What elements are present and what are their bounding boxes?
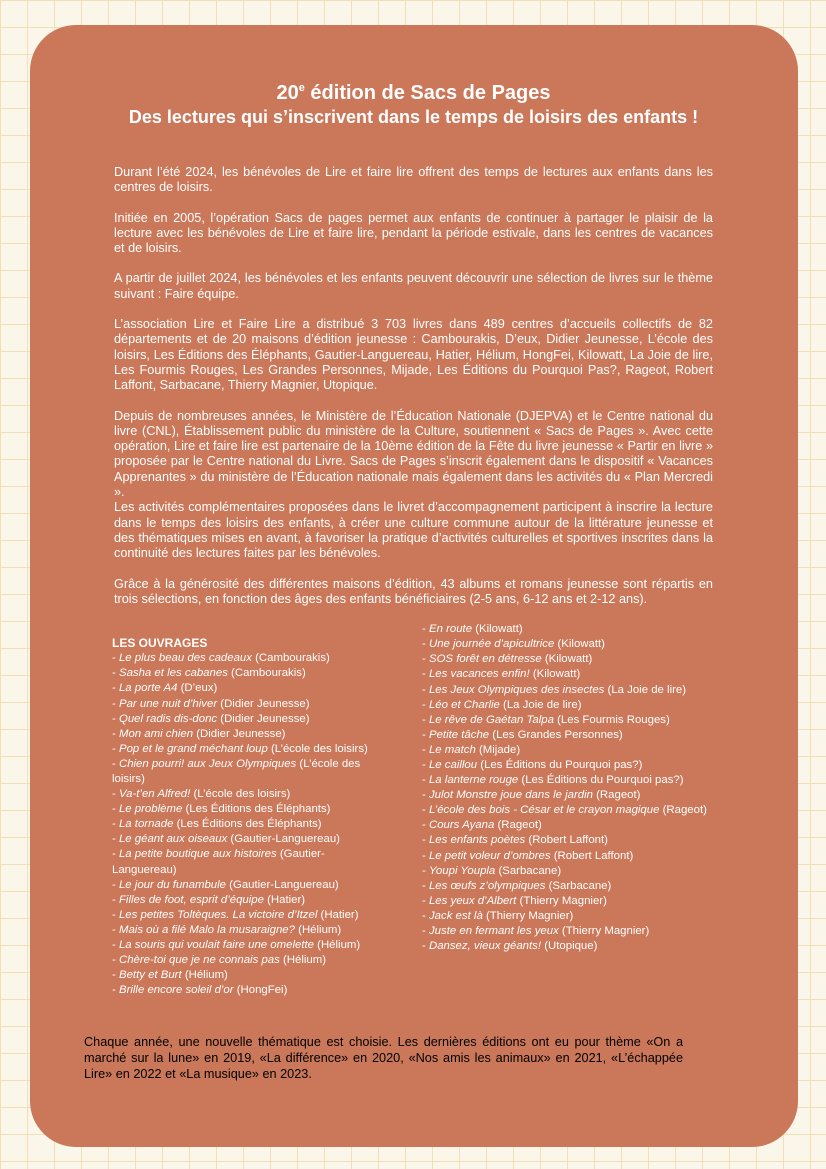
book-item: - Youpi Youpla (Sarbacane) [422, 864, 562, 877]
book-item: - En route (Kilowatt) [422, 623, 523, 636]
book-title: Petite tâche [428, 728, 490, 741]
book-item: - Va-t’en Alfred! (L’école des loisirs) [112, 788, 291, 801]
paragraph: L’association Lire et Faire Lire a distribué 3 703 livres dans 489 centres d’accueils collectifs de 82 départements et de 20 maisons d’édition jeunesse : Cambourakis, D’eux, Didier Jeunesse, L’école des loisirs, Les Éditions des Éléphants, Gautier-Languereau, Hatier, Hélium, HongFei, Kilowatt, La Joie de lire, Les Fourmis Rouges, Les Grandes Personnes, Mijade, Les Éditions du Pourquoi Pas?, Rageot, Robert Laffont, Sarbacane, Thierry Magnier, Utopique. [114, 317, 713, 393]
book-title: Léo et Charlie [428, 698, 500, 711]
book-publisher: (La Joie de lire) [499, 698, 582, 711]
book-publisher: (Les Fourmis Rouges) [553, 713, 670, 726]
book-item: - Brille encore soleil d’or (HongFei) [112, 984, 288, 997]
page-subtitle: Des lectures qui s’inscrivent dans le temps de loisirs des enfants ! [128, 107, 699, 127]
book-item: - Le caillou (Les Éditions du Pourquoi pas?) [422, 758, 643, 771]
book-title: Le petit voleur d’ombres [428, 849, 551, 862]
book-item: - SOS forêt en détresse (Kilowatt) [422, 653, 593, 666]
book-publisher: (Didier Jeunesse) [217, 712, 310, 725]
book-title: Le géant aux oiseaux [118, 833, 228, 846]
book-title: Le jour du funambule [118, 878, 226, 891]
book-title: La souris qui voulait faire une omelette [118, 939, 314, 951]
book-title: Filles de foot, esprit d’équipe [118, 893, 264, 906]
book-publisher: (Cambourakis) [251, 652, 330, 665]
closing-text: Chaque année, une nouvelle thématique est choisie. Les dernières éditions ont eu pour thème «On a marché sur la lune» en 2019, «La différence» en 2020, «Nos amis les animaux» en 2021, «L’échappée Lire» en 2022 et «La musique» en 2023. [84, 1035, 683, 1081]
book-publisher: (Hélium) [279, 954, 327, 967]
book-title: Mais où a filé Malo la musaraigne? [118, 923, 295, 936]
book-item: - Le problème (Les Éditions des Éléphants) [112, 803, 331, 816]
book-item: - Sasha et les cabanes (Cambourakis) [112, 667, 306, 680]
content-card [30, 25, 798, 1147]
book-publisher: (Hélium) [314, 939, 361, 951]
book-item: - Le jour du funambule (Gautier-Languereau) [112, 878, 339, 891]
book-item: - La souris qui voulait faire une omelette (Hélium) [112, 939, 361, 951]
book-publisher: (Les Éditions des Éléphants) [173, 818, 322, 831]
book-publisher: (Cambourakis) [227, 667, 306, 680]
book-item: - La lanterne rouge (Les Éditions du Pourquoi pas?) [422, 774, 684, 787]
book-publisher: (HongFei) [233, 984, 288, 997]
book-item: - Dansez, vieux géants! (Utopique) [422, 940, 598, 953]
book-title: Dansez, vieux géants! [428, 940, 542, 953]
book-publisher: (L’école des loisirs) [112, 757, 361, 785]
book-title: Quel radis dis-donc [118, 712, 218, 725]
book-item: - Les vacances enfin! (Kilowatt) [422, 668, 581, 681]
book-item: - Julot Monstre joue dans le jardin (Rageot) [422, 789, 641, 802]
book-item: - Mais où a filé Malo la musaraigne? (Hélium) [112, 923, 342, 936]
book-item: - Le petit voleur d’ombres (Robert Laffont) [422, 849, 634, 862]
paragraph: Initiée en 2005, l’opération Sacs de pages permet aux enfants de continuer à partager le plaisir de la lecture avec les bénévoles de Lire et faire lire, pendant la période estivale, dans les centres de vacances et de loisirs. [114, 210, 713, 256]
book-item: - Les petites Toltèques. La victoire d’Itzel (Hatier) [112, 908, 359, 921]
book-title: La lanterne rouge [428, 774, 519, 787]
book-title: Mon ami chien [118, 727, 194, 740]
book-publisher: (La Joie de lire) [604, 683, 687, 696]
book-title: Par une nuit d’hiver [118, 697, 218, 710]
book-publisher: (Kilowatt) [529, 668, 581, 681]
book-title: Brille encore soleil d’or [118, 984, 234, 997]
book-item: - Le match (Mijade) [422, 743, 521, 756]
book-publisher: (Kilowatt) [541, 653, 593, 666]
book-title: Le caillou [428, 758, 478, 771]
book-publisher: (Les Grandes Personnes) [489, 728, 623, 741]
book-title: Une journée d’apicultrice [428, 638, 555, 651]
book-publisher: (Didier Jeunesse) [193, 727, 286, 740]
book-publisher: (Thierry Magnier) [516, 894, 607, 907]
book-publisher: (Mijade) [475, 743, 521, 756]
book-item: - Par une nuit d’hiver (Didier Jeunesse) [112, 697, 310, 710]
book-publisher: (Utopique) [541, 940, 598, 953]
book-title: Le rêve de Gaétan Talpa [428, 713, 554, 726]
book-title: Le plus beau des cadeaux [118, 652, 252, 665]
book-title: L’école des bois - César et le crayon magique [428, 804, 660, 817]
book-title: En route [428, 623, 473, 636]
book-title: Cours Ayana [428, 819, 495, 832]
title-number: 20 [276, 82, 299, 104]
book-title: Jack est là [428, 909, 483, 922]
book-title: SOS forêt en détresse [428, 653, 542, 666]
book-title: Julot Monstre joue dans le jardin [428, 789, 593, 802]
book-publisher: (Thierry Magnier) [558, 925, 650, 937]
book-title: Les enfants poètes [428, 834, 526, 847]
book-publisher: (Les Éditions des Éléphants) [182, 803, 331, 816]
book-item: - La tornade (Les Éditions des Éléphants) [112, 818, 322, 831]
page-title [114, 82, 713, 104]
book-item: - Pop et le grand méchant loup (L’école des loisirs) [112, 742, 368, 755]
book-title: Juste en fermant les yeux [428, 925, 559, 937]
book-publisher: (D’eux) [177, 682, 218, 695]
paragraph: Les activités complémentaires proposées dans le livret d’accompagnement participent à inscrire la lecture dans le temps des loisirs des enfants, à créer une culture commune autour de la littérature jeunesse et des thématiques mises en avant, à favoriser la pratique d’activités culturelles et sportives inscrites dans la continuité des lectures faites par les bénévoles. [114, 500, 713, 561]
title-superscript: e [298, 82, 305, 94]
book-item: - Filles de foot, esprit d’équipe (Hatier) [112, 893, 306, 906]
book-item: - Chien pourri! aux Jeux Olympiques (L’école des loisirs) [112, 757, 361, 785]
book-list-heading: LES OUVRAGES [112, 636, 208, 651]
paragraph: A partir de juillet 2024, les bénévoles et les enfants peuvent découvrir une sélection de livres sur le thème suivant : Faire équipe. [114, 271, 713, 301]
book-title: Pop et le grand méchant loup [118, 742, 268, 755]
book-item: - Mon ami chien (Didier Jeunesse) [112, 727, 286, 740]
book-title: Chère-toi que je ne connais pas [118, 954, 280, 967]
book-title: Les yeux d’Albert [428, 894, 517, 907]
book-title: Les petites Toltèques. La victoire d’Itzel [118, 908, 318, 921]
book-publisher: (Rageot) [659, 804, 707, 817]
book-publisher: (Didier Jeunesse) [217, 697, 310, 710]
book-title: Les vacances enfin! [428, 668, 530, 681]
book-title: Sasha et les cabanes [118, 667, 228, 680]
book-publisher: (L’école des loisirs) [267, 742, 368, 755]
book-item: - La petite boutique aux histoires (Gautier-Languereau) [112, 848, 325, 876]
book-publisher: (Sarbacane) [495, 864, 562, 877]
book-publisher: (Les Éditions du Pourquoi pas?) [477, 758, 643, 771]
book-item: - La porte A4 (D’eux) [112, 682, 218, 695]
book-publisher: (Robert Laffont) [550, 849, 634, 862]
book-publisher: (Hélium) [181, 969, 228, 982]
book-column-left [112, 636, 368, 998]
book-title: Betty et Burt [118, 969, 182, 982]
book-publisher: (Rageot) [592, 789, 641, 802]
book-item: - Le géant aux oiseaux (Gautier-Languereau) [112, 833, 340, 846]
book-title: La porte A4 [118, 682, 178, 695]
book-publisher: (Kilowatt) [472, 623, 523, 636]
book-item: - Une journée d’apicultrice (Kilowatt) [422, 638, 605, 651]
book-publisher: (Hélium) [294, 923, 342, 936]
paragraph: Depuis de nombreuses années, le Ministère de l’Éducation Nationale (DJEPVA) et le Centre national du livre (CNL), Établissement public du ministère de la Culture, soutiennent « Sacs de Pages ». Avec cette opération, Lire et faire lire est partenaire de la 10ème édition de la Fête du livre jeunesse « Partir en livre » proposée par le Centre national du Livre. Sacs de Pages s’inscrit également dans le dispositif « Vacances Apprenantes » du ministère de l’Éducation nationale mais également dans les activités du « Plan Mercredi ». [114, 408, 713, 500]
book-title: Le match [428, 743, 476, 756]
book-title: Youpi Youpla [428, 864, 496, 877]
book-publisher: (Rageot) [494, 819, 542, 832]
book-item: - Betty et Burt (Hélium) [112, 969, 228, 982]
book-item: - Le rêve de Gaétan Talpa (Les Fourmis Rouges) [422, 713, 670, 726]
book-title: Chien pourri! aux Jeux Olympiques [118, 757, 297, 770]
book-title: La petite boutique aux histoires [118, 848, 277, 861]
book-title: Va-t’en Alfred! [118, 788, 191, 801]
book-publisher: (Les Éditions du Pourquoi pas?) [518, 774, 684, 787]
book-publisher: (Thierry Magnier) [482, 909, 574, 922]
book-item: - Les yeux d’Albert (Thierry Magnier) [422, 894, 607, 907]
book-item: - Quel radis dis-donc (Didier Jeunesse) [112, 712, 310, 725]
book-publisher: (L’école des loisirs) [190, 788, 291, 801]
book-item: - L’école des bois - César et le crayon magique (Rageot) [422, 804, 707, 817]
book-item: - Le plus beau des cadeaux (Cambourakis) [112, 652, 330, 665]
book-publisher: (Hatier) [263, 893, 306, 906]
book-item: - Cours Ayana (Rageot) [422, 819, 542, 832]
book-title: Les Jeux Olympiques des insectes [428, 683, 605, 696]
book-item: - Les Jeux Olympiques des insectes (La Joie de lire) [422, 683, 687, 696]
book-title: Le problème [118, 803, 183, 816]
book-publisher: (Sarbacane) [545, 879, 612, 892]
book-item: - Les enfants poètes (Robert Laffont) [422, 834, 608, 847]
book-item: - Léo et Charlie (La Joie de lire) [422, 698, 582, 711]
book-item: - Petite tâche (Les Grandes Personnes) [422, 728, 623, 741]
intro-text [114, 165, 713, 607]
book-publisher: (Hatier) [317, 908, 359, 921]
book-publisher: (Gautier-Languereau) [112, 848, 325, 876]
book-publisher: (Robert Laffont) [525, 834, 608, 847]
book-title: Les œufs z’olympiques [428, 879, 546, 892]
closing-paragraph [84, 1034, 683, 1082]
book-column-right [422, 622, 742, 954]
book-publisher: (Gautier-Languereau) [227, 833, 340, 846]
book-item: - Les œufs z’olympiques (Sarbacane) [422, 879, 612, 892]
book-item: - Juste en fermant les yeux (Thierry Magnier) [422, 925, 650, 937]
paragraph: Grâce à la générosité des différentes maisons d’édition, 43 albums et romans jeunesse sont répartis en trois sélections, en fonction des âges des enfants bénéficiaires (2-5 ans, 6-12 ans et 2-12 ans). [114, 576, 713, 606]
book-item: - Jack est là (Thierry Magnier) [422, 909, 574, 922]
paragraph: Durant l’été 2024, les bénévoles de Lire et faire lire offrent des temps de lectures aux enfants dans les centres de loisirs. [114, 165, 713, 195]
title-text: édition de Sacs de Pages [304, 82, 551, 104]
book-publisher: (Kilowatt) [554, 638, 605, 651]
book-item: - Chère-toi que je ne connais pas (Hélium) [112, 954, 327, 967]
book-title: La tornade [118, 818, 174, 831]
book-publisher: (Gautier-Languereau) [226, 878, 339, 891]
